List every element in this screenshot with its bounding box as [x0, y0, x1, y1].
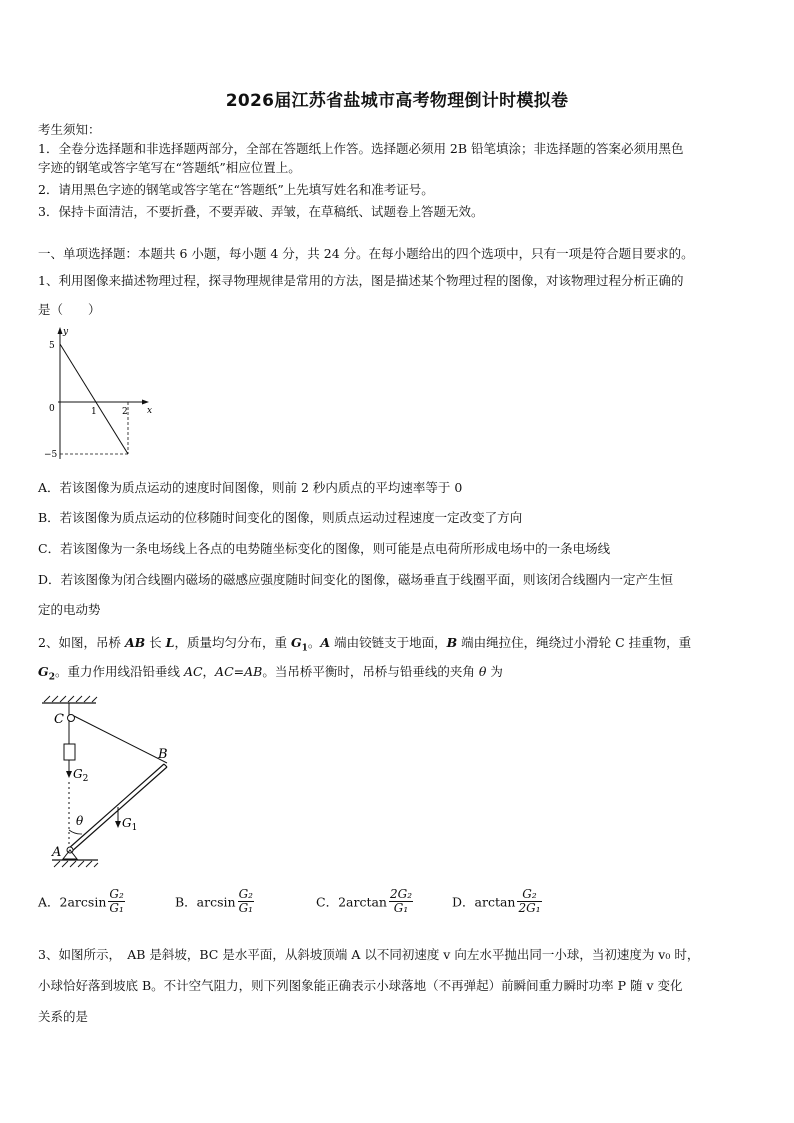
q2-option-a: A．2arcsin $\frac{\text{G₂}}{\text{G₁}}$: [38, 887, 124, 915]
q3-stem: 关系的是: [38, 1009, 89, 1024]
q1-stem: 是（ ）: [38, 302, 101, 317]
graph-y-tick: −5: [44, 450, 58, 460]
q3-stem: 3、如图所示， AB 是斜坡，BC 是水平面，从斜坡顶端 A 以不同初速度 v 向左水平抛出同一小球，当初速度为 v₀ 时，: [38, 947, 700, 962]
q2-option-d: D．arctan $\frac{\text{G₂}}{\text{2G₁}}$: [452, 887, 541, 915]
graph-y-label: y: [63, 327, 69, 337]
q1-graph: [40, 324, 170, 464]
q2-stem: 2、如图，吊桥 AB 长 L，质量均匀分布，重 $G_1$。A 端由铰链支于地面，B 端由绳拉住，绳绕过小滑轮 C 挂重物，重: [38, 635, 692, 654]
q1-option-d-cont: 定的电动势: [38, 602, 101, 617]
notice-item: 字迹的钢笔或答字笔写在“答题纸”相应位置上。: [38, 160, 301, 175]
graph-y-tick: 0: [49, 404, 55, 414]
section-heading: 一、单项选择题：本题共 6 小题，每小题 4 分，共 24 分。在每小题给出的四个选项中，只有一项是符合题目要求的。: [38, 246, 694, 261]
fig-label-c: C: [54, 712, 64, 727]
page-title: 2026届江苏省盐城市高考物理倒计时模拟卷: [225, 91, 569, 111]
notice-item: 3．保持卡面清洁，不要折叠，不要弄破、弄皱，在草稿纸、试题卷上答题无效。: [38, 204, 484, 219]
notice-item: 2．请用黑色字迹的钢笔或答字笔在“答题纸”上先填写姓名和准考证号。: [38, 182, 434, 197]
notice-heading: 考生须知：: [38, 122, 101, 137]
graph-x-label: x: [147, 406, 153, 416]
fig-label-b: B: [158, 747, 168, 762]
q1-option-c: C．若该图像为一条电场线上各点的电势随坐标变化的图像，则可能是点电荷所形成电场中的一条电场线: [38, 541, 611, 556]
q1-option-b: B．若该图像为质点运动的位移随时间变化的图像，则质点运动过程速度一定改变了方向: [38, 510, 523, 525]
fig-label-g1: $G_1$: [122, 816, 138, 833]
q2-figure: [36, 694, 186, 879]
q1-option-a: A．若该图像为质点运动的速度时间图像，则前 2 秒内质点的平均速率等于 0: [38, 480, 463, 495]
fig-label-g2: $G_2$: [73, 767, 89, 784]
notice-item: 1．全卷分选择题和非选择题两部分，全部在答题纸上作答。选择题必须用 2B 铅笔填涂；非选择题的答案必须用黑色: [38, 141, 684, 156]
graph-y-tick: 5: [49, 341, 55, 351]
q2-option-b: B．arcsin $\frac{\text{G₂}}{\text{G₁}}$: [175, 887, 253, 915]
graph-x-tick: 2: [122, 407, 128, 417]
q2-stem-line2: $G_2$。重力作用线沿铅垂线 AC，AC=AB。当吊桥平衡时，吊桥与铅垂线的夹角 θ 为: [38, 664, 503, 683]
fig-label-a: A: [52, 845, 62, 860]
graph-x-tick: 1: [91, 407, 97, 417]
fig-label-theta: θ: [76, 814, 84, 828]
q3-stem: 小球恰好落到坡底 B。不计空气阻力，则下列图象能正确表示小球落地（不再弹起）前瞬间重力瞬时功率 P 随 v 变化: [38, 978, 683, 993]
q2-option-c: C．2arctan $\frac{\text{2G₂}}{\text{G₁}}$: [316, 887, 413, 915]
q1-option-d: D．若该图像为闭合线圈内磁场的磁感应强度随时间变化的图像，磁场垂直于线圈平面，则该闭合线圈内一定产生恒: [38, 572, 674, 587]
q1-stem: 1、利用图像来描述物理过程，探寻物理规律是常用的方法，图是描述某个物理过程的图像，对该物理过程分析正确的: [38, 273, 684, 288]
